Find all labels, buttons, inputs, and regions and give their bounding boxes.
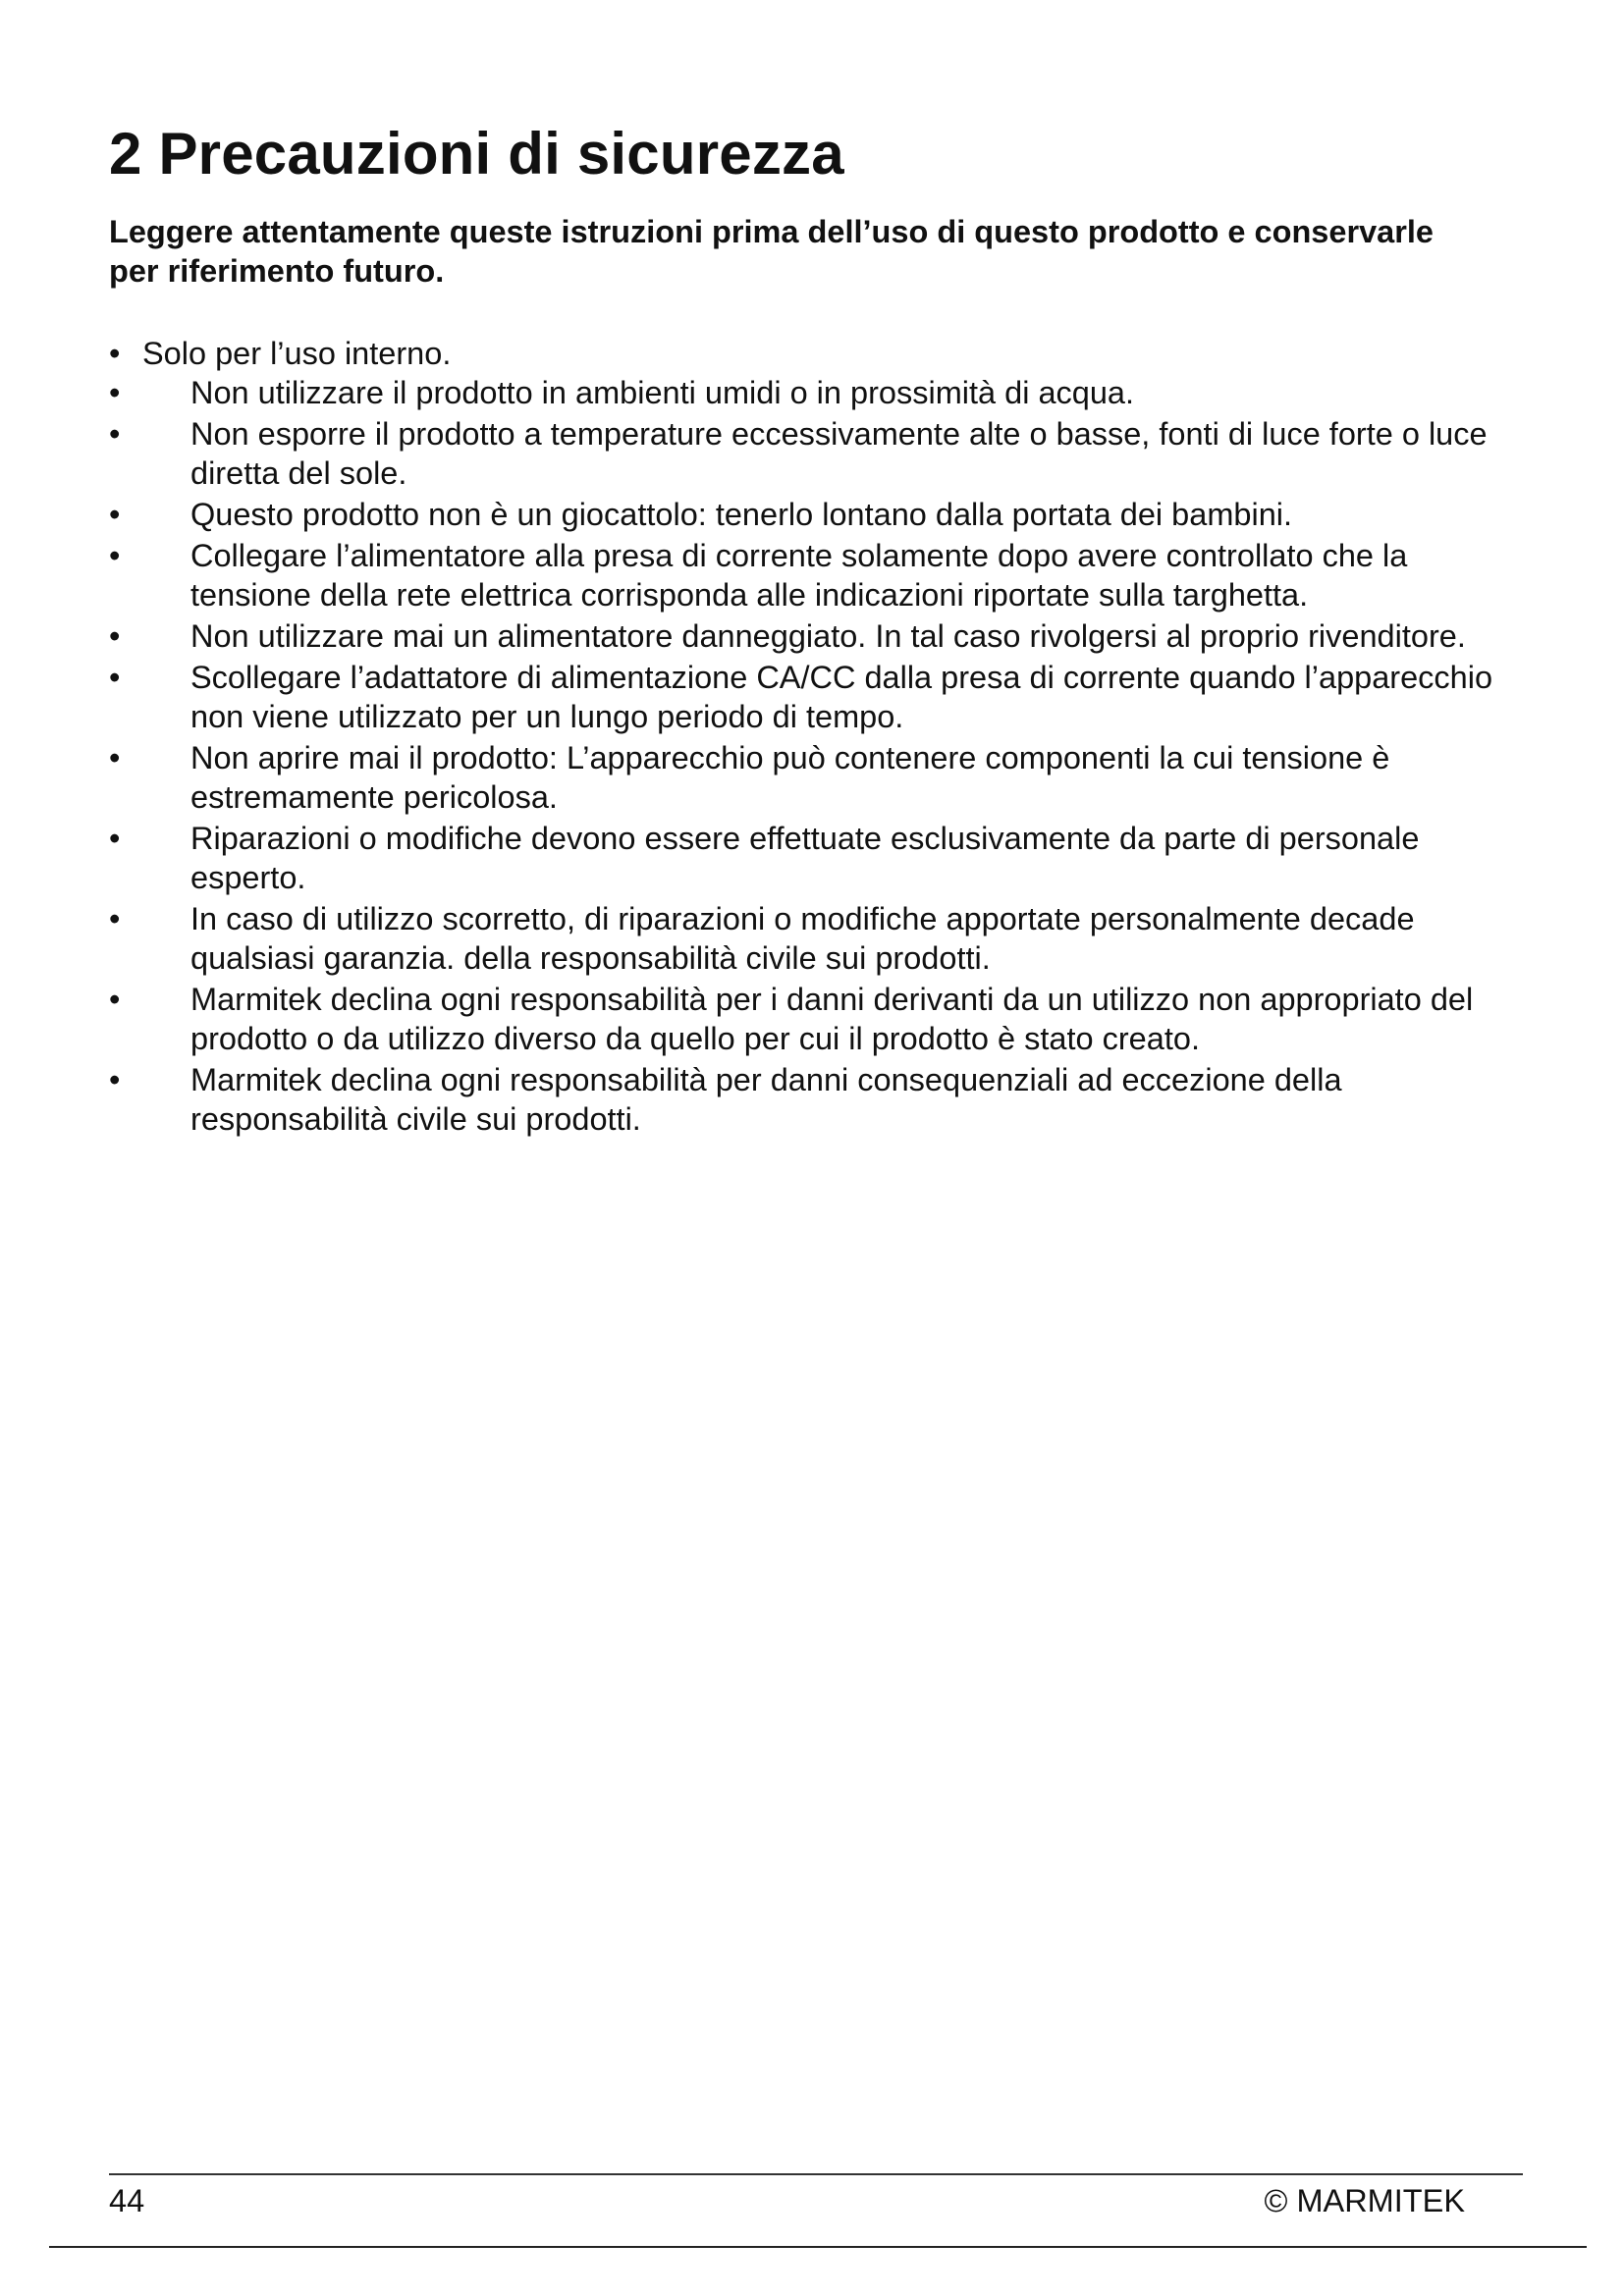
list-item-text: In caso di utilizzo scorretto, di riparazioni o modifiche apportate personalmente decade qualsiasi garanzia. della responsabilità civile sui prodotti.: [190, 901, 1415, 976]
list-item: [109, 899, 1503, 978]
bullet-icon: •: [109, 538, 121, 573]
list-item: [109, 536, 1503, 614]
intro-text: Leggere attentamente queste istruzioni prima dell’uso di questo prodotto e conservarle per riferimento futuro.: [109, 214, 1435, 289]
copyright-notice: © MARMITEK: [1264, 2183, 1465, 2218]
bullet-icon: •: [109, 416, 121, 452]
list-item: [109, 495, 1503, 534]
bullet-icon: •: [109, 375, 121, 410]
list-item: [109, 658, 1503, 736]
bullet-icon: •: [109, 660, 121, 695]
list-item-text: Riparazioni o modifiche devono essere effettuate esclusivamente da parte di personale esperto.: [190, 821, 1420, 895]
list-item: [109, 980, 1503, 1058]
list-item-text: Marmitek declina ogni responsabilità per danni consequenziali ad eccezione della responsabilità civile sui prodotti.: [190, 1062, 1342, 1137]
bullet-icon: •: [109, 740, 121, 775]
page-number: 44: [109, 2183, 145, 2218]
list-item-text: Collegare l’alimentatore alla presa di corrente solamente dopo avere controllato che la tensione della rete elettrica corrisponda alle indicazioni riportate sulla targhetta.: [190, 538, 1408, 613]
list-item: [109, 819, 1503, 897]
list-item-text: Solo per l’uso interno.: [142, 336, 452, 371]
list-item-text: Marmitek declina ogni responsabilità per i danni derivanti da un utilizzo non appropriato del prodotto o da utilizzo diverso da quello per cui il prodotto è stato creato.: [190, 982, 1474, 1056]
list-item-text: Scollegare l’adattatore di alimentazione CA/CC dalla presa di corrente quando l’apparecchio non viene utilizzato per un lungo periodo di tempo.: [190, 660, 1493, 734]
list-item-first: [109, 334, 451, 373]
list-item: [109, 414, 1503, 493]
list-item-text: Non utilizzare il prodotto in ambienti umidi o in prossimità di acqua.: [190, 375, 1135, 410]
list-item: [109, 1060, 1503, 1139]
bullet-icon: •: [109, 1062, 121, 1097]
list-item-text: Non utilizzare mai un alimentatore danneggiato. In tal caso rivolgersi al proprio rivenditore.: [190, 618, 1466, 654]
footer-divider-top: [109, 2173, 1523, 2175]
bullet-icon: •: [109, 497, 121, 532]
list-item-text: Non aprire mai il prodotto: L’apparecchio può contenere componenti la cui tensione è estremamente pericolosa.: [190, 740, 1390, 815]
bullet-icon: •: [109, 982, 121, 1017]
bullet-icon: •: [109, 901, 121, 936]
bullet-icon: •: [109, 821, 121, 856]
list-item: [109, 373, 1503, 412]
page-title: 2 Precauzioni di sicurezza: [109, 121, 844, 187]
list-item: [109, 616, 1503, 656]
precautions-list: [109, 373, 1503, 1141]
bullet-icon: •: [109, 618, 121, 654]
list-item-text: Questo prodotto non è un giocattolo: tenerlo lontano dalla portata dei bambini.: [190, 497, 1293, 532]
bullet-icon: •: [109, 336, 121, 371]
footer-divider-bottom: [49, 2246, 1587, 2248]
list-item-text: Non esporre il prodotto a temperature eccessivamente alte o basse, fonti di luce forte o luce diretta del sole.: [190, 416, 1488, 491]
list-item: [109, 738, 1503, 817]
